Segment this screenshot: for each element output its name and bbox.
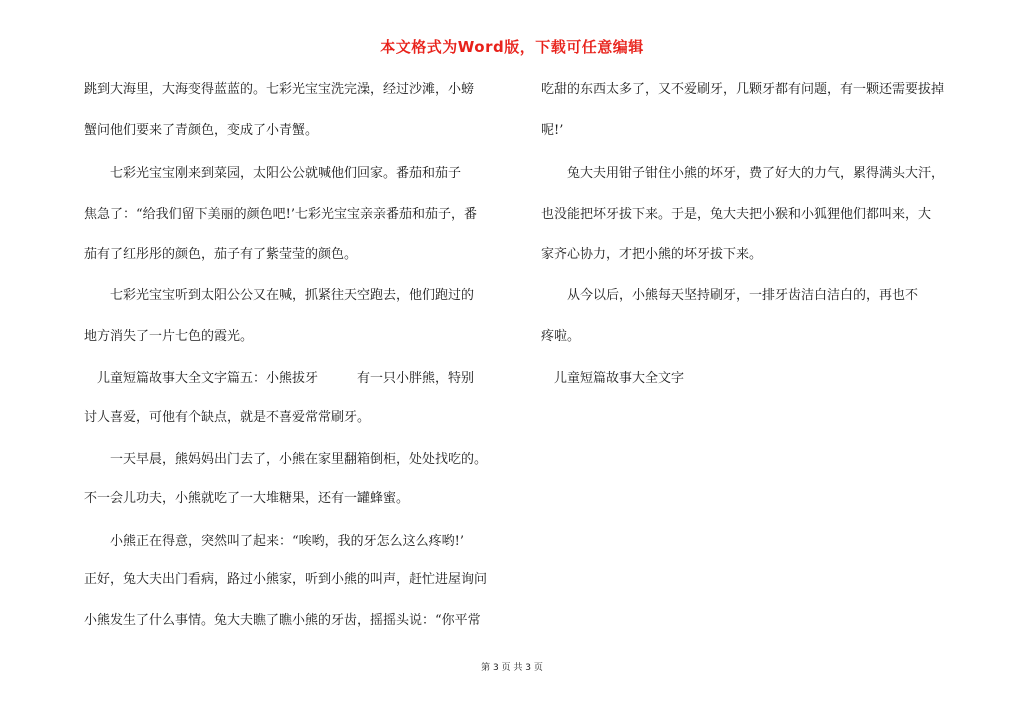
text-line: 家齐心协力，才把小熊的坏牙拔下来。 [541, 247, 763, 262]
text-line: 讨人喜爱，可他有个缺点，就是不喜爱常常刷牙。 [84, 410, 371, 425]
text-line: 小熊发生了什么事情。兔大夫瞧了瞧小熊的牙齿，摇摇头说：“你平常 [84, 613, 481, 628]
text-line: 一天早晨，熊妈妈出门去了，小熊在家里翻箱倒柜，处处找吃的。 [84, 452, 488, 467]
text-line: 吃甜的东西太多了，又不爱刷牙，几颗牙都有问题，有一颗还需要拔掉 [541, 82, 945, 97]
text-line: 焦急了：“给我们留下美丽的颜色吧!’七彩光宝宝亲亲番茄和茄子，番 [84, 207, 478, 222]
text-line: 呢!’ [541, 123, 564, 138]
text-line: 儿童短篇故事大全文字 [541, 371, 685, 386]
text-line: 七彩光宝宝听到太阳公公又在喊，抓紧往天空跑去，他们跑过的 [84, 288, 475, 303]
text-line: 从今以后，小熊每天坚持刷牙，一排牙齿洁白洁白的，再也不 [541, 288, 919, 303]
document-header-title: 本文格式为Word版，下载可任意编辑 [380, 38, 644, 56]
text-line: 地方消失了一片七色的霞光。 [84, 329, 254, 344]
text-line: 儿童短篇故事大全文字篇五：小熊拔牙 有一只小胖熊，特别 [84, 371, 475, 386]
text-line: 也没能把坏牙拔下来。于是，兔大夫把小猴和小狐狸他们都叫来，大 [541, 207, 932, 222]
text-line: 七彩光宝宝刚来到菜园，太阳公公就喊他们回家。番茄和茄子 [84, 166, 462, 181]
page-number-footer: 第 3 页 共 3 页 [481, 663, 543, 673]
text-line: 不一会儿功夫，小熊就吃了一大堆糖果，还有一罐蜂蜜。 [84, 491, 410, 506]
text-line: 正好，兔大夫出门看病，路过小熊家，听到小熊的叫声，赶忙进屋询问 [84, 572, 488, 587]
text-line: 兔大夫用钳子钳住小熊的坏牙，费了好大的力气，累得满头大汗， [541, 166, 945, 181]
text-line: 疼啦。 [541, 329, 581, 344]
text-line: 跳到大海里，大海变得蓝蓝的。七彩光宝宝洗完澡，经过沙滩，小螃 [84, 82, 475, 97]
text-line: 蟹问他们要来了青颜色，变成了小青蟹。 [84, 123, 319, 138]
text-line: 茄有了红彤彤的颜色，茄子有了紫莹莹的颜色。 [84, 247, 358, 262]
text-line: 小熊正在得意，突然叫了起来：“唉哟，我的牙怎么这么疼哟!’ [84, 534, 465, 549]
